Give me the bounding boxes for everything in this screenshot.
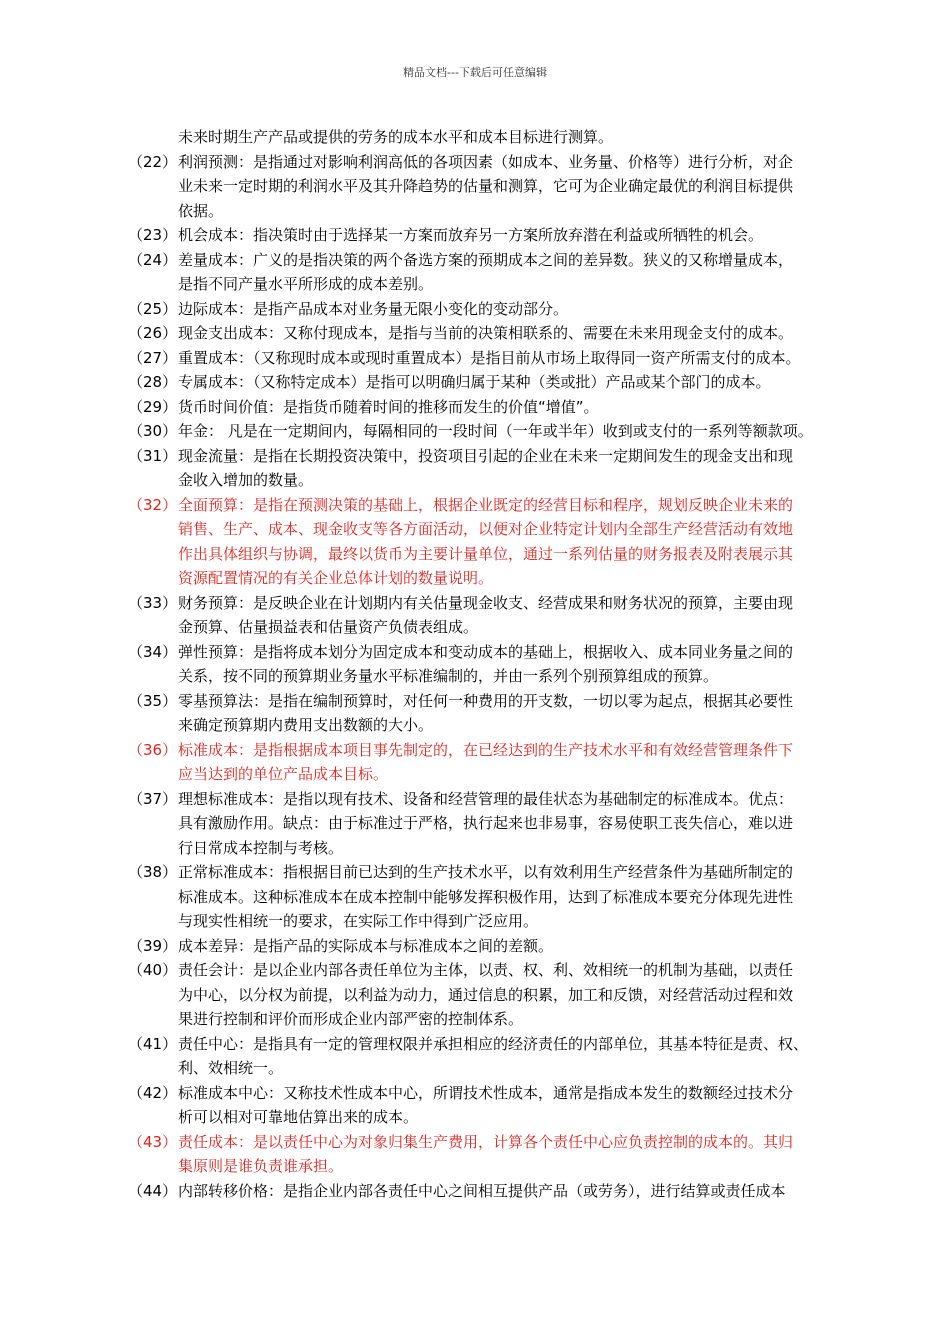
glossary-entry (128, 958, 888, 1032)
entry-line: 理想标准成本：是指以现有技术、设备和经营管理的最佳状态为基础制定的标准成本。优点： (178, 789, 794, 808)
glossary-entry (128, 248, 888, 297)
entry-line: 销售、生产、成本、现金收支等各方面活动，以便对企业特定计划内全部生产经营活动有效地 (178, 520, 794, 538)
entry-line: 金收入增加的数量。 (178, 471, 314, 489)
entry-number: （39） (128, 936, 178, 955)
entry-number: （28） (128, 373, 178, 391)
entry-line: 差量成本：广义的是指决策的两个备选方案的预期成本之间的差异数。狭义的又称增量成本， (178, 250, 794, 269)
entry-number: （25） (128, 299, 178, 318)
entry-line: 货币时间价值：是指货币随着时间的推移而发生的价值“增值”。 (178, 397, 599, 416)
glossary-entry (128, 591, 888, 640)
entry-line: 行日常成本控制与考核。 (178, 838, 344, 857)
entry-line: 责任成本：是以责任中心为对象归集生产费用，计算各个责任中心应负责控制的成本的。其归 (178, 1132, 794, 1151)
entry-line: 责任会计：是以企业内部各责任单位为主体，以责、权、利、效相统一的机制为基础，以责任 (178, 961, 794, 979)
entry-line: 未来时期生产产品或提供的劳务的成本水平和成本目标进行测算。 (178, 128, 614, 146)
glossary-entry (128, 1179, 888, 1204)
entry-line: 财务预算：是反映企业在计划期内有关估量现金收支、经营成果和财务状况的预算，主要由现 (178, 593, 794, 612)
glossary-entry (128, 860, 888, 934)
entry-number: （36） (128, 740, 178, 759)
entry-number: （32） (128, 495, 178, 514)
entry-number: （43） (128, 1132, 178, 1151)
entry-number: （44） (128, 1181, 178, 1200)
entry-line: 责任中心：是指具有一定的管理权限并承担相应的经济责任的内部单位，其基本特征是责、权、 (178, 1034, 809, 1053)
glossary-entry (128, 787, 888, 861)
entry-line: 重置成本：（又称现时成本或现时重置成本）是指目前从市场上取得同一资产所需支付的成本。 (178, 348, 801, 367)
glossary-entry (128, 1032, 888, 1081)
entry-line: 全面预算：是指在预测决策的基础上，根据企业既定的经营目标和程序，规划反映企业未来的 (178, 495, 794, 514)
entry-number: （37） (128, 789, 178, 808)
entry-line: 应当达到的单位产品成本目标。 (178, 765, 389, 783)
entry-number: （29） (128, 397, 178, 416)
entry-number: （24） (128, 250, 178, 269)
entry-line: 与现实性相统一的要求，在实际工作中得到广泛应用。 (178, 912, 539, 930)
glossary-entry (128, 738, 888, 787)
glossary-entry (128, 640, 888, 689)
glossary-entry (128, 444, 888, 493)
entry-line: 析可以相对可靠地估算出来的成本。 (178, 1108, 419, 1126)
entry-line: 专属成本：（又称特定成本）是指可以明确归属于某种（类或批）产品或某个部门的成本。 (178, 373, 771, 391)
glossary-entry (128, 297, 888, 322)
entry-line: 依据。 (178, 201, 224, 220)
glossary-entry (128, 150, 888, 224)
document-body (128, 125, 888, 1203)
entry-line: 来确定预算期内费用支出数额的大小。 (178, 716, 434, 734)
entry-number: （35） (128, 691, 178, 710)
glossary-entry (128, 370, 888, 395)
entry-number: （40） (128, 961, 178, 979)
glossary-entry (128, 223, 888, 248)
entry-line: 利、效相统一。 (178, 1059, 284, 1077)
entry-line: 利润预测：是指通过对影响利润高低的各项因素（如成本、业务量、价格等）进行分析，对企 (178, 152, 794, 171)
entry-line: 成本差异：是指产品的实际成本与标准成本之间的差额。 (178, 936, 554, 955)
entry-number: （38） (128, 863, 178, 881)
glossary-entry (128, 419, 888, 444)
entry-number: （26） (128, 324, 178, 342)
entry-line: 弹性预算：是指将成本划分为固定成本和变动成本的基础上，根据收入、成本同业务量之间的 (178, 642, 794, 661)
entry-number: （30） (128, 422, 178, 440)
entry-line: 集原则是谁负责谁承担。 (178, 1157, 344, 1175)
glossary-entry (128, 321, 888, 346)
glossary-entry (128, 934, 888, 959)
entry-line: 资源配置情况的有关企业总体计划的数量说明。 (178, 569, 494, 587)
entry-number: （41） (128, 1034, 178, 1053)
entry-line: 关系，按不同的预算期业务量水平标准编制的，并由一系列个别预算组成的预算。 (178, 667, 719, 685)
glossary-entry (128, 689, 888, 738)
page-header: 精品文档---下载后可任意编辑 (403, 66, 547, 79)
entry-line: 边际成本：是指产品成本对业务量无限小变化的变动部分。 (178, 299, 569, 318)
entry-line: 作出具体组织与协调，最终以货币为主要计量单位，通过一系列估量的财务报表及附表展示其 (178, 544, 794, 563)
glossary-entry (128, 346, 888, 371)
entry-line: 果进行控制和评价而形成企业内部严密的控制体系。 (178, 1010, 524, 1028)
entry-line: 标准成本中心：又称技术性成本中心，所谓技术性成本，通常是指成本发生的数额经过技术分 (178, 1083, 794, 1102)
entry-number: （22） (128, 152, 178, 171)
entry-line: 机会成本：指决策时由于选择某一方案而放弃另一方案所放弃潜在利益或所牺牲的机会。 (178, 226, 764, 244)
glossary-entry (128, 125, 888, 150)
entry-line: 为中心，以分权为前提，以利益为动力，通过信息的积累，加工和反馈，对经营活动过程和效 (178, 985, 794, 1004)
entry-number: （27） (128, 348, 178, 367)
glossary-entry (128, 1130, 888, 1179)
entry-line: 是指不同产量水平所形成的成本差别。 (178, 275, 434, 293)
entry-number: （42） (128, 1083, 178, 1102)
entry-line: 标准成本：是指根据成本项目事先制定的，在已经达到的生产技术水平和有效经营管理条件下 (178, 740, 794, 759)
entry-line: 标准成本。这种标准成本在成本控制中能够发挥积极作用，达到了标准成本要充分体现先进性 (178, 887, 794, 906)
entry-line: 现金支出成本：又称付现成本，是指与当前的决策相联系的、需要在未来用现金支付的成本。 (178, 324, 794, 342)
glossary-entry (128, 1081, 888, 1130)
entry-number: （33） (128, 593, 178, 612)
entry-line: 内部转移价格：是指企业内部各责任中心之间相互提供产品（或劳务），进行结算或责任成本 (178, 1181, 786, 1200)
entry-line: 正常标准成本：指根据目前已达到的生产技术水平，以有效利用生产经营条件为基础所制定的 (178, 863, 794, 881)
entry-line: 金预算、估量损益表和估量资产负债表组成。 (178, 618, 479, 636)
glossary-entry (128, 395, 888, 420)
entry-number: （34） (128, 642, 178, 661)
entry-line: 业未来一定时期的利润水平及其升降趋势的估量和测算，它可为企业确定最优的利润目标提供 (178, 177, 794, 195)
entry-number: （31） (128, 446, 178, 465)
entry-line: 现金流量：是指在长期投资决策中，投资项目引起的企业在未来一定期间发生的现金支出和现 (178, 446, 794, 465)
entry-line: 具有激励作用。缺点：由于标准过于严格，执行起来也非易事，容易使职工丧失信心，难以进 (178, 814, 794, 832)
entry-number: （23） (128, 226, 178, 244)
entry-line: 年金： 凡是在一定期间内，每隔相同的一段时间（一年或半年）收到或支付的一系列等额款项。 (178, 422, 813, 440)
glossary-entry (128, 493, 888, 591)
entry-line: 零基预算法：是指在编制预算时，对任何一种费用的开支数，一切以零为起点，根据其必要性 (178, 691, 794, 710)
